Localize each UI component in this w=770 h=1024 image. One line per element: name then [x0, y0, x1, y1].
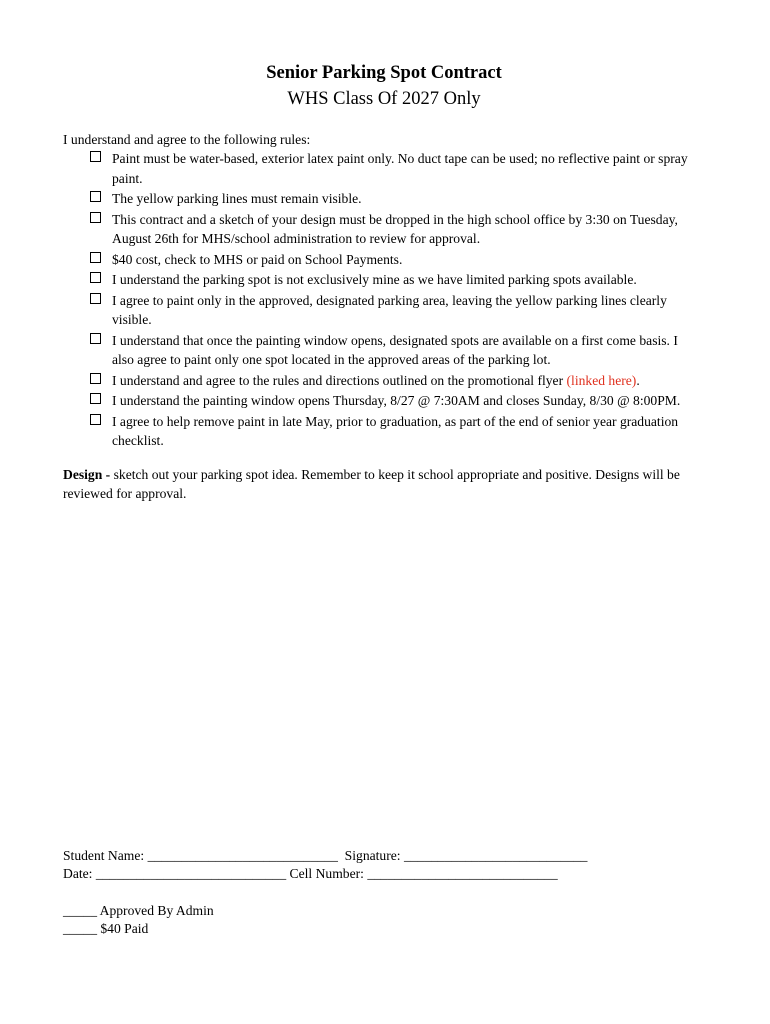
checkbox-icon[interactable]: [90, 414, 101, 425]
checkbox-icon[interactable]: [90, 293, 101, 304]
rule-item-approved-area: [89, 291, 699, 330]
rule-item-paint-type: [89, 149, 699, 188]
checkbox-icon[interactable]: [90, 272, 101, 283]
checkbox-icon[interactable]: [90, 333, 101, 344]
rules-list: [89, 149, 699, 452]
rules-intro: I understand and agree to the following rules:: [63, 132, 311, 147]
rule-text: I understand and agree to the rules and directions outlined on the promotional flyer: [112, 372, 567, 388]
rule-item-cost: [89, 250, 699, 270]
rule-item-not-exclusive: [89, 270, 699, 290]
flyer-link-suffix: .: [636, 372, 640, 388]
checkbox-icon[interactable]: [90, 212, 101, 223]
rule-item-remove-paint: [89, 412, 699, 451]
rule-item-painting-window: [89, 391, 699, 411]
rule-item-flyer: [89, 371, 699, 391]
page-subtitle: WHS Class Of 2027 Only: [287, 89, 481, 109]
rule-text: I agree to paint only in the approved, designated parking area, leaving the yellow parking lines clearly visible.: [112, 292, 667, 327]
checkbox-icon[interactable]: [90, 191, 101, 202]
design-label: Design -: [63, 467, 111, 482]
paid-line[interactable]: _____ $40 Paid: [63, 921, 149, 936]
rule-text: I agree to help remove paint in late May, prior to graduation, as part of the end of senior year graduation checklist.: [112, 413, 679, 448]
rule-text: I understand the parking spot is not exclusively mine as we have limited parking spots available.: [112, 272, 637, 287]
rule-item-contract-deadline: [89, 210, 699, 249]
approved-by-admin-line[interactable]: _____ Approved By Admin: [63, 903, 214, 918]
rule-text: This contract and a sketch of your design must be dropped in the high school office by 3:30 on Tuesday, August 26th for MHS/school administration to review for approval.: [112, 211, 678, 246]
rule-text: Paint must be water-based, exterior latex paint only. No duct tape can be used; no reflective paint or spray paint.: [112, 151, 688, 186]
student-name-signature-line[interactable]: Student Name: ____________________________ Signature: ___________________________: [63, 848, 588, 863]
checkbox-icon[interactable]: [90, 393, 101, 404]
date-cell-number-line[interactable]: Date: ____________________________ Cell Number: ____________________________: [63, 866, 558, 881]
rule-text: $40 cost, check to MHS or paid on School Payments.: [112, 251, 403, 267]
flyer-link[interactable]: (linked here): [566, 372, 637, 388]
checkbox-icon[interactable]: [90, 373, 101, 384]
design-text: sketch out your parking spot idea. Remember to keep it school appropriate and positive. Designs will be reviewed for approval.: [63, 467, 680, 501]
rule-text: The yellow parking lines must remain visible.: [112, 191, 362, 206]
design-instructions: [63, 465, 703, 503]
rule-text: I understand the painting window opens Thursday, 8/27 @ 7:30AM and closes Sunday, 8/30 @ 8:00PM.: [112, 393, 681, 408]
rule-item-yellow-lines: [89, 189, 699, 209]
checkbox-icon[interactable]: [90, 252, 101, 263]
rule-item-first-come: [89, 331, 699, 370]
checkbox-icon[interactable]: [90, 151, 101, 162]
rule-text: I understand that once the painting window opens, designated spots are available on a first come basis. I also agree to paint only one spot located in the approved areas of the parking lot.: [112, 332, 678, 367]
page-title: Senior Parking Spot Contract: [266, 63, 502, 83]
